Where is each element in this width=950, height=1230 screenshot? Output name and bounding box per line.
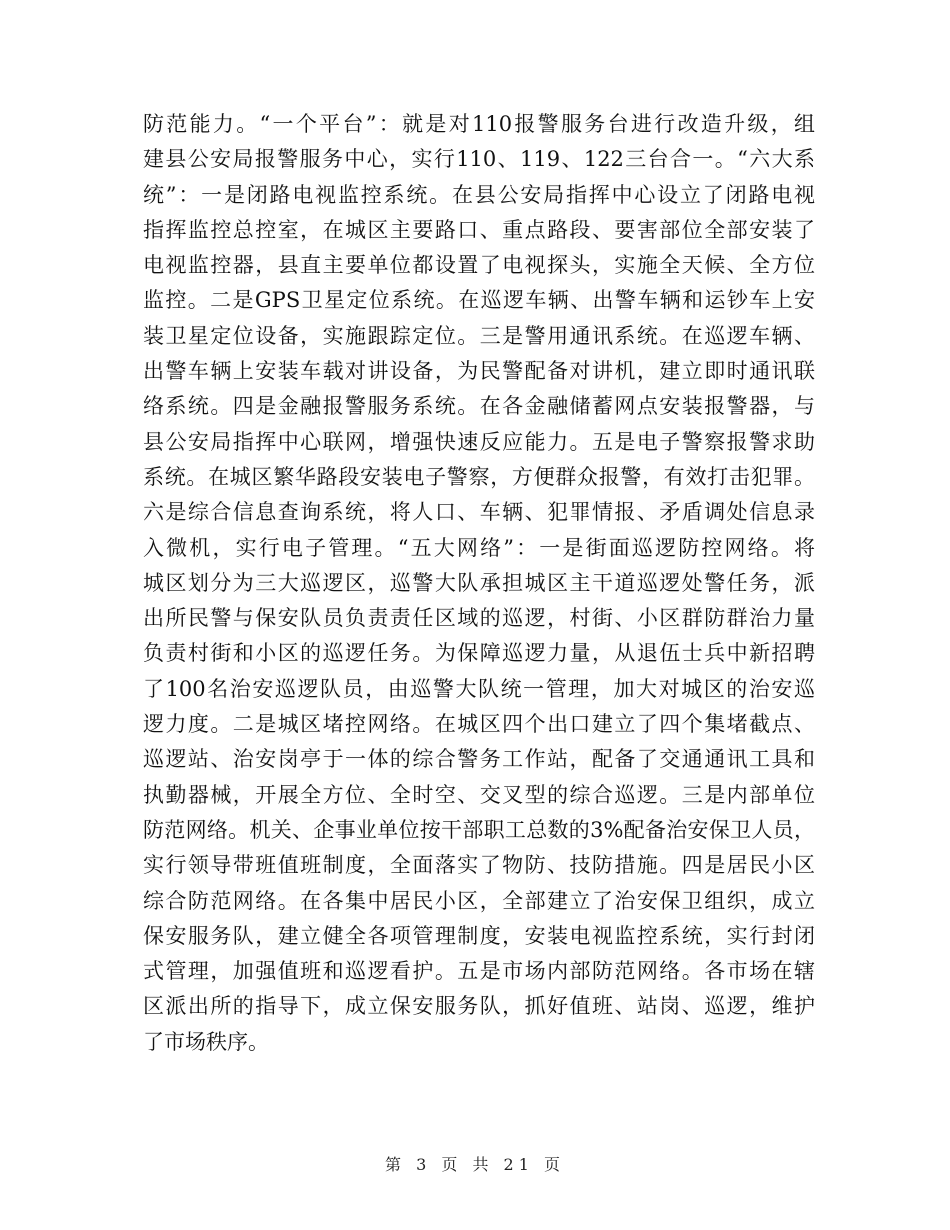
text-line: 装卫星定位设备，实施跟踪定位。三是警用通讯系统。在巡逻车辆、 [143, 323, 815, 348]
text-line: 络系统。四是金融报警服务系统。在各金融储蓄网点安装报警器，与 [143, 394, 815, 419]
text-line: 综合防范网络。在各集中居民小区，全部建立了治安保卫组织，成立 [143, 888, 815, 913]
text-line: 了市场秩序。 [143, 1029, 269, 1054]
text-line: 城区划分为三大巡逻区，巡警大队承担城区主干道巡逻处警任务，派 [143, 570, 815, 595]
text-line: 出警车辆上安装车载对讲设备，为民警配备对讲机，建立即时通讯联 [143, 359, 815, 384]
text-line: 了100名治安巡逻队员，由巡警大队统一管理，加大对城区的治安巡 [143, 676, 815, 701]
body-text [143, 107, 815, 1060]
text-line: 指挥监控总控室，在城区主要路口、重点路段、要害部位全部安装了 [143, 217, 815, 242]
text-line: 实行领导带班值班制度，全面落实了物防、技防措施。四是居民小区 [143, 853, 815, 878]
text-line: 负责村街和小区的巡逻任务。为保障巡逻力量，从退伍士兵中新招聘 [143, 641, 815, 666]
text-line: 电视监控器，县直主要单位都设置了电视探头，实施全天候、全方位 [143, 253, 815, 278]
text-line: 县公安局指挥中心联网，增强快速反应能力。五是电子警察报警求助 [143, 429, 815, 454]
text-line: 逻力度。二是城区堵控网络。在城区四个出口建立了四个集堵截点、 [143, 712, 815, 737]
text-line: 式管理，加强值班和巡逻看护。五是市场内部防范网络。各市场在辖 [143, 959, 815, 984]
text-line: 防范网络。机关、企事业单位按干部职工总数的3%配备治安保卫人员， [143, 817, 815, 842]
text-line: 执勤器械，开展全方位、全时空、交叉型的综合巡逻。三是内部单位 [143, 782, 815, 807]
text-line: 监控。二是GPS卫星定位系统。在巡逻车辆、出警车辆和运钞车上安 [143, 288, 815, 313]
text-line: 巡逻站、治安岗亭于一体的综合警务工作站，配备了交通通讯工具和 [143, 747, 815, 772]
text-line: 区派出所的指导下，成立保安服务队，抓好值班、站岗、巡逻，维护 [143, 994, 815, 1019]
text-line: 统”：一是闭路电视监控系统。在县公安局指挥中心设立了闭路电视 [143, 182, 815, 207]
text-line: 防范能力。“一个平台”：就是对110报警服务台进行改造升级，组 [143, 112, 815, 136]
text-line: 入微机，实行电子管理。“五大网络”：一是街面巡逻防控网络。将 [143, 535, 815, 560]
text-line: 建县公安局报警服务中心，实行110、119、122三台合一。“六大系 [143, 147, 815, 172]
text-line: 六是综合信息查询系统，将人口、车辆、犯罪情报、矛盾调处信息录 [143, 500, 815, 525]
text-line: 保安服务队，建立健全各项管理制度，安装电视监控系统，实行封闭 [143, 923, 815, 948]
page-number-footer: 第 3 页 共 21 页 [385, 1155, 565, 1174]
text-line: 出所民警与保安队员负责责任区域的巡逻，村街、小区群防群治力量 [143, 606, 815, 631]
text-line: 系统。在城区繁华路段安装电子警察，方便群众报警，有效打击犯罪。 [143, 464, 815, 489]
